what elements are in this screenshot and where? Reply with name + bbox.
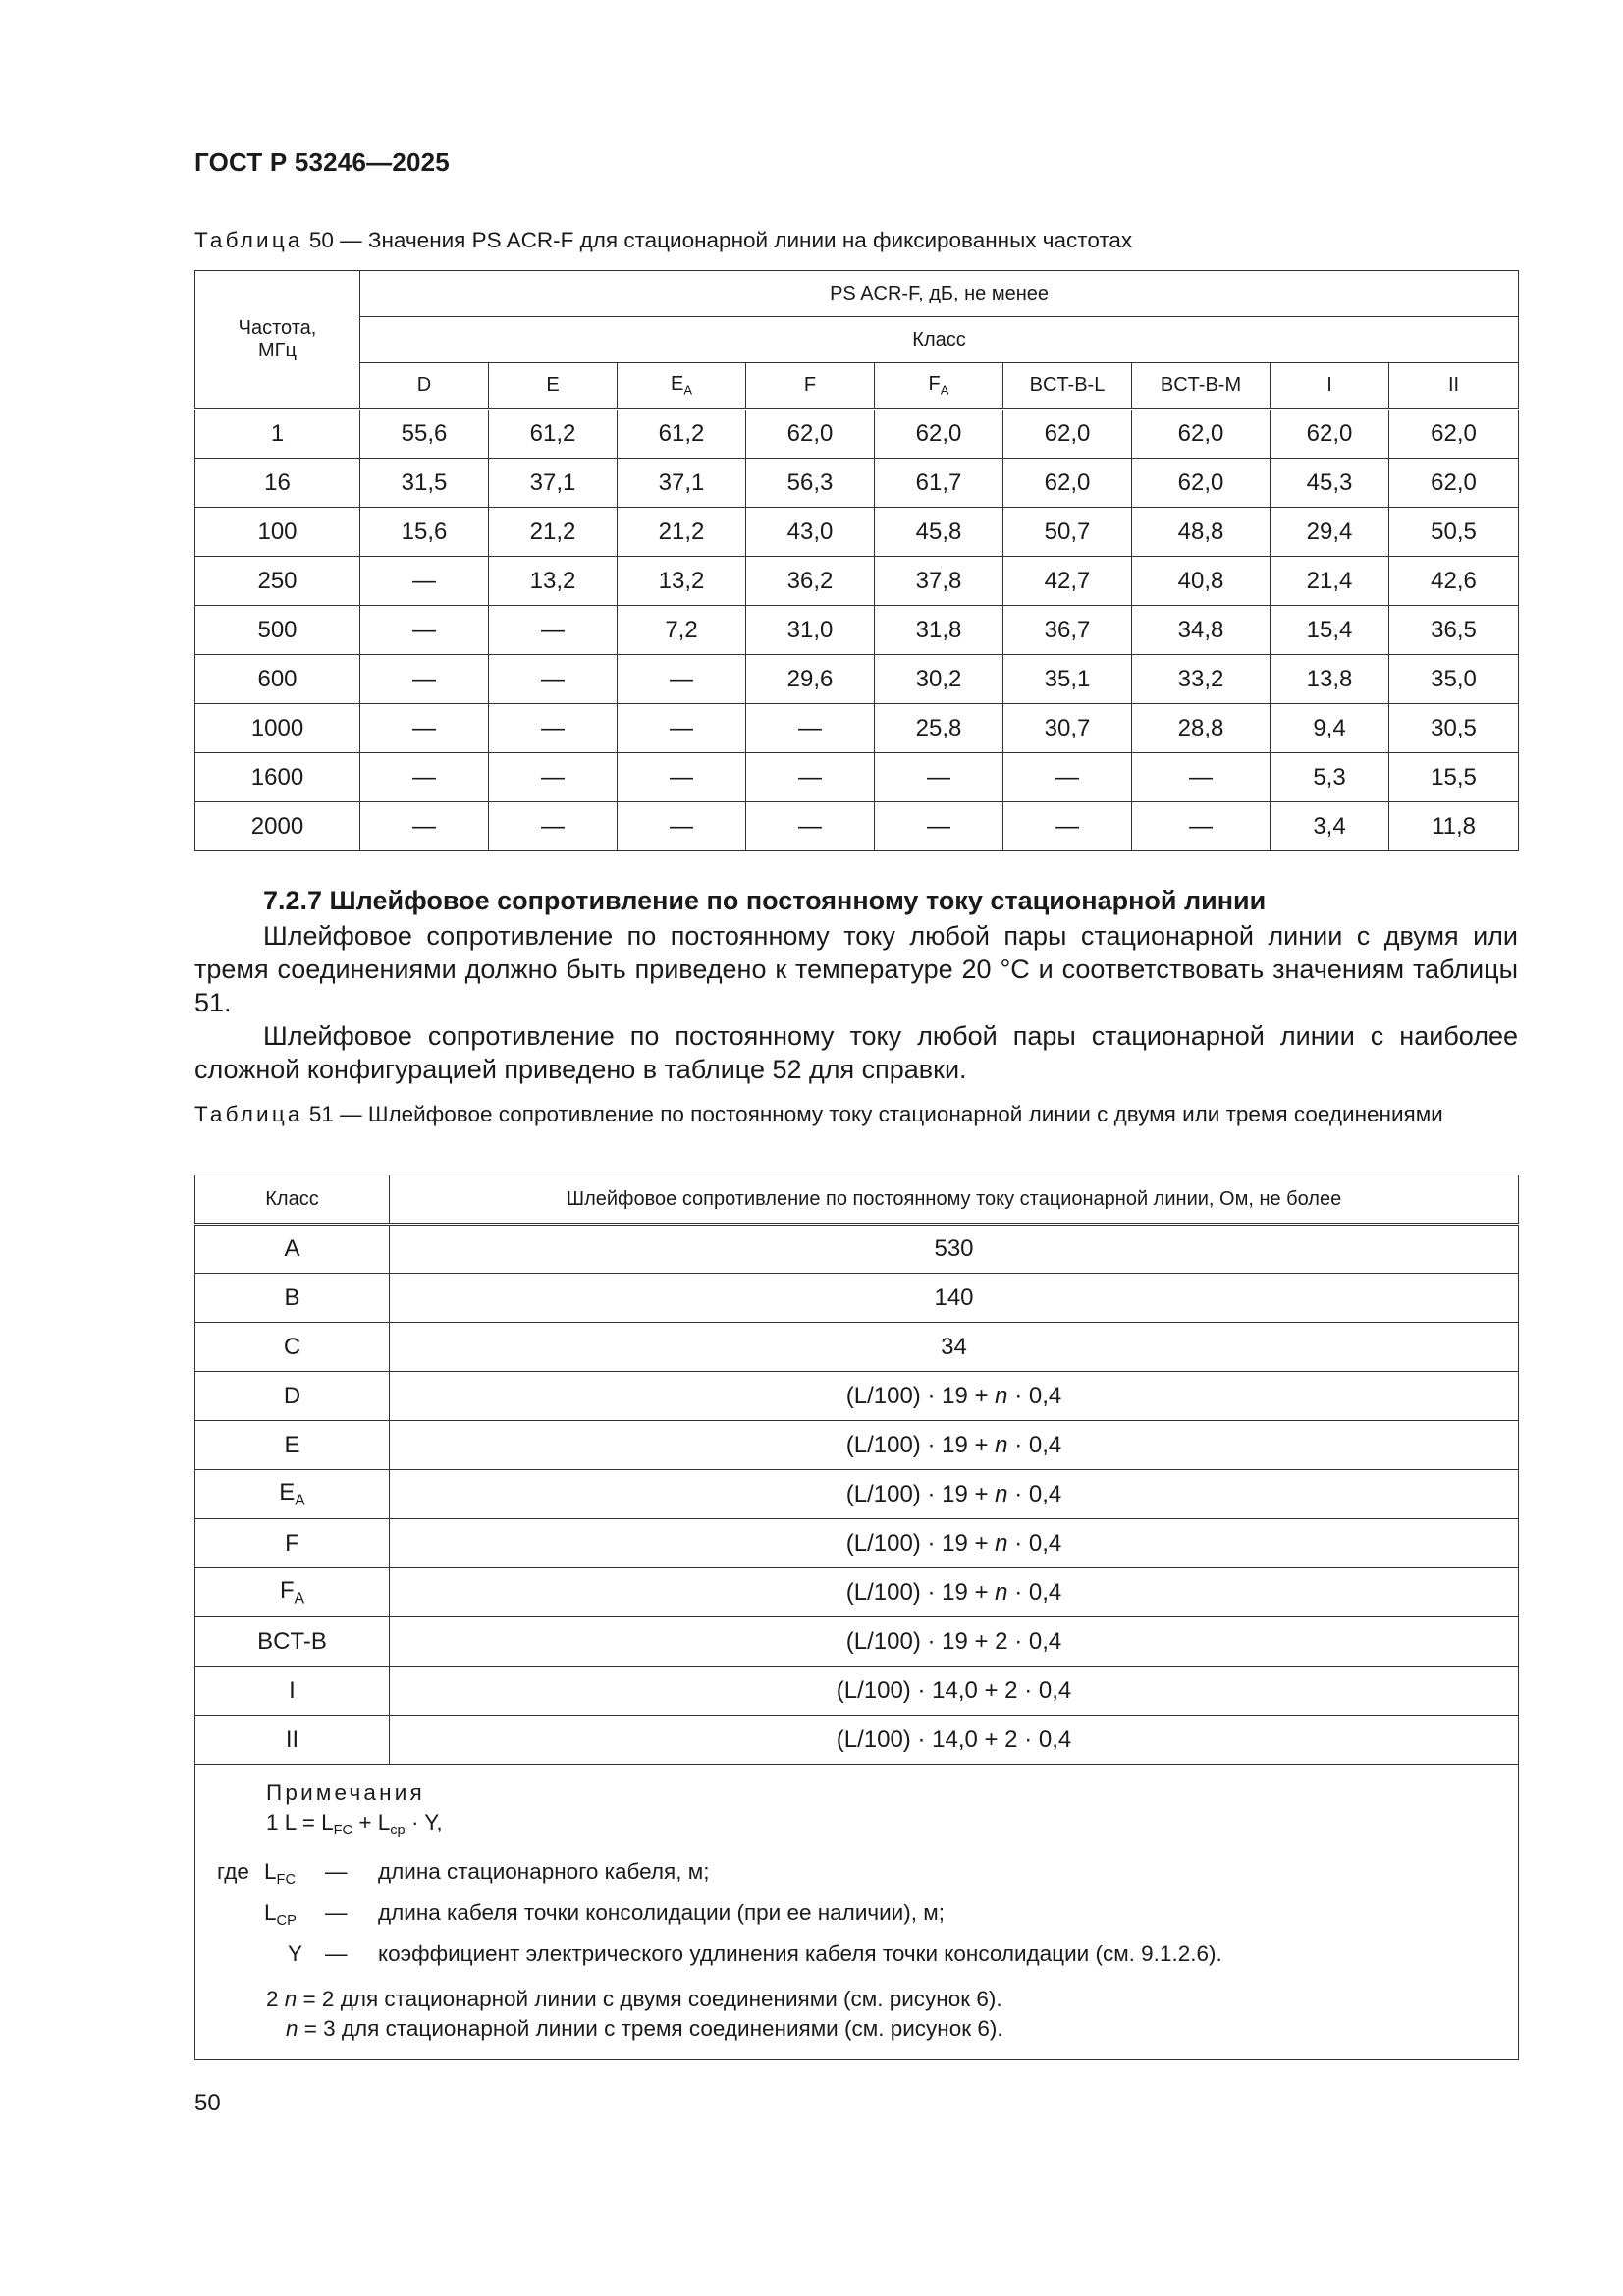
table-51-body [195,1225,1519,1765]
table-50-freq-cell: 1000 [195,704,360,753]
table-50-value-cell: 62,0 [1389,459,1519,508]
table-51-class-header: Класс [195,1175,390,1225]
table-50-value-cell: 61,7 [875,459,1003,508]
table-50-value-cell: 11,8 [1389,802,1519,851]
note-2a: 2 n = 2 для стационарной линии с двумя соединениями (см. рисунок 6). [266,1987,1002,2011]
table-50-value-cell: 43,0 [746,508,875,557]
table-50-group-header: PS ACR-F, дБ, не менее [360,271,1519,317]
table-50-value-cell: 62,0 [746,410,875,459]
table-50-freq-cell: 1 [195,410,360,459]
table-51-notes [195,1765,1519,2060]
table-50-caption-label: Таблица [194,228,303,252]
section-paragraph-2: Шлейфовое сопротивление по постоянному току любой пары стационарной линии с наиболее сложной конфигурацией приведено в таблице 52 для справки. [194,1021,1518,1084]
table-50-value-cell: — [489,655,618,704]
section-title: 7.2.7 Шлейфовое сопротивление по постоянному току стационарной линии [263,886,1267,915]
table-50-value-cell: — [360,606,489,655]
table-50-freq-cell: 16 [195,459,360,508]
table-50-value-cell: 61,2 [618,410,746,459]
table-50-class-header: Класс [360,317,1519,363]
table-row [195,655,1519,704]
table-50-value-cell: 15,5 [1389,753,1519,802]
note-def-2-symbol: $L_{CP}$ [264,1900,297,1930]
table-50-class-7: I [1271,363,1389,410]
table-50-value-cell: 62,0 [1271,410,1389,459]
table-50-value-cell: 55,6 [360,410,489,459]
table-50-value-cell: — [360,655,489,704]
note-def-1-dash: — [325,1859,348,1884]
table-50-value-cell: — [1003,753,1132,802]
table-50-value-cell: 31,5 [360,459,489,508]
table-51-class-cell: C [195,1323,390,1372]
table-50-value-cell: 36,5 [1389,606,1519,655]
table-row [195,1617,1519,1667]
table-50-value-cell: 30,7 [1003,704,1132,753]
table-50-value-cell: — [489,606,618,655]
table-51-caption-text: 51 — Шлейфовое сопротивление по постоянному току стационарной линии с двумя или тремя соединениями [308,1102,1443,1126]
table-50-freq-cell: 500 [195,606,360,655]
table-50-caption [194,226,1132,255]
notes-title: Примечания [266,1780,425,1805]
table-50-value-cell: — [618,753,746,802]
table-51-value-cell: (L/100) · 19 + n · 0,4 [390,1470,1519,1519]
table-row [195,1667,1519,1716]
table-51-caption [194,1100,1518,1129]
table-51-class-cell: D [195,1372,390,1421]
table-50-value-cell: — [360,802,489,851]
table-51-value-cell: (L/100) · 19 + n · 0,4 [390,1519,1519,1568]
table-50-body [195,410,1519,851]
table-50-value-cell: — [875,802,1003,851]
table-51-value-cell: 140 [390,1274,1519,1323]
table-50-value-cell: — [875,753,1003,802]
table-row [195,753,1519,802]
table-50-freq-cell: 600 [195,655,360,704]
table-51-class-cell: II [195,1716,390,1765]
table-50-value-cell: 35,0 [1389,655,1519,704]
table-50-value-cell: 61,2 [489,410,618,459]
table-50-value-cell: — [618,655,746,704]
table-row [195,1568,1519,1617]
table-50-value-cell: 37,1 [618,459,746,508]
table-50-value-cell: — [746,704,875,753]
table-50-value-cell: 45,8 [875,508,1003,557]
table-50-value-cell: 33,2 [1132,655,1271,704]
document-header: ГОСТ Р 53246—2025 [194,147,450,177]
table-row [195,1323,1519,1372]
table-50-freq-cell: 100 [195,508,360,557]
table-50-value-cell: 34,8 [1132,606,1271,655]
table-51-caption-label: Таблица [194,1102,303,1126]
table-row [195,1421,1519,1470]
table-50-value-cell: 13,8 [1271,655,1389,704]
table-row [195,1716,1519,1765]
table-50-class-5: BCT-B-L [1003,363,1132,410]
table-50-value-cell: 31,8 [875,606,1003,655]
table-row [195,1225,1519,1274]
table-50-value-cell: 37,8 [875,557,1003,606]
table-50-freq-header: Частота, МГц [195,271,360,410]
table-50-value-cell: 42,7 [1003,557,1132,606]
table-50-value-cell: 9,4 [1271,704,1389,753]
table-50-class-8: II [1389,363,1519,410]
table-51-class-cell: F [195,1519,390,1568]
table-51-class-cell: A [195,1225,390,1274]
table-51-value-cell: (L/100) · 14,0 + 2 · 0,4 [390,1716,1519,1765]
table-50-value-cell: 62,0 [1003,459,1132,508]
table-50-value-cell: 36,2 [746,557,875,606]
note-def-3-text: коэффициент электрического удлинения кабеля точки консолидации (см. 9.1.2.6). [378,1941,1222,1966]
table-row [195,410,1519,459]
table-51-class-cell: B [195,1274,390,1323]
table-51-value-header: Шлейфовое сопротивление по постоянному току стационарной линии, Ом, не более [390,1175,1519,1225]
note-def-3-symbol: Y [288,1941,303,1966]
table-50-value-cell: — [489,802,618,851]
table-50-value-cell: — [360,557,489,606]
table-50-value-cell: 40,8 [1132,557,1271,606]
note-1: 1 $L = L_{FC} + L_{cp} \cdot Y$, [266,1810,443,1839]
table-50-value-cell: 21,2 [618,508,746,557]
table-row [195,1274,1519,1323]
table-row [195,557,1519,606]
table-50-value-cell: 36,7 [1003,606,1132,655]
table-50-value-cell: — [1132,802,1271,851]
table-50-value-cell: 25,8 [875,704,1003,753]
table-50-value-cell: 30,5 [1389,704,1519,753]
table-50-caption-text: 50 — Значения PS ACR-F для стационарной линии на фиксированных частотах [308,228,1133,252]
table-50-value-cell: — [746,753,875,802]
table-51-value-cell: (L/100) · 19 + n · 0,4 [390,1568,1519,1617]
table-50-value-cell: 45,3 [1271,459,1389,508]
table-row [195,704,1519,753]
table-50-value-cell: 56,3 [746,459,875,508]
page-number: 50 [194,2090,221,2116]
section-paragraph-1: Шлейфовое сопротивление по постоянному току любой пары стационарной линии с двумя или тремя соединениями должно быть приведено к температуре 20 °С и соответствовать значениям таблицы 51. [194,921,1518,1017]
table-51-value-cell: (L/100) · 19 + n · 0,4 [390,1372,1519,1421]
table-row [195,606,1519,655]
note-def-1-symbol: $L_{FC}$ [264,1859,296,1888]
table-row [195,802,1519,851]
table-row [195,1470,1519,1519]
table-50-class-4: $F_A$ [875,363,1003,410]
table-50-value-cell: — [489,704,618,753]
table-50-value-cell: 62,0 [1132,410,1271,459]
table-50-value-cell: 50,5 [1389,508,1519,557]
table-51-class-cell: $F_A$ [195,1568,390,1617]
table-row [195,1372,1519,1421]
table-row [195,1519,1519,1568]
table-50-value-cell: — [1003,802,1132,851]
table-50-value-cell: 62,0 [875,410,1003,459]
table-50-value-cell: — [618,704,746,753]
table-row [195,459,1519,508]
table-50-value-cell: — [360,753,489,802]
table-50-value-cell: — [1132,753,1271,802]
table-50-value-cell: 35,1 [1003,655,1132,704]
table-50-value-cell: — [746,802,875,851]
note-2b: n = 3 для стационарной линии с тремя соединениями (см. рисунок 6). [286,2016,1003,2041]
table-50-value-cell: 42,6 [1389,557,1519,606]
table-50-value-cell: 31,0 [746,606,875,655]
table-51 [194,1175,1519,2060]
table-50-class-6: BCT-B-M [1132,363,1271,410]
table-50-value-cell: 15,6 [360,508,489,557]
table-50-freq-cell: 1600 [195,753,360,802]
table-50-value-cell: 29,4 [1271,508,1389,557]
note-where: где [217,1859,249,1884]
table-50-value-cell: 50,7 [1003,508,1132,557]
table-50-value-cell: 28,8 [1132,704,1271,753]
table-50-value-cell: 21,2 [489,508,618,557]
table-50-class-row [195,363,1519,410]
table-50-value-cell: 62,0 [1389,410,1519,459]
table-51-class-cell: E [195,1421,390,1470]
table-50-freq-cell: 250 [195,557,360,606]
table-50 [194,270,1519,851]
table-50-value-cell: 62,0 [1132,459,1271,508]
table-50-value-cell: — [489,753,618,802]
table-51-class-cell: BCT-B [195,1617,390,1667]
table-50-value-cell: 37,1 [489,459,618,508]
table-50-value-cell: 29,6 [746,655,875,704]
table-50-value-cell: 48,8 [1132,508,1271,557]
table-51-value-cell: (L/100) · 19 + n · 0,4 [390,1421,1519,1470]
table-50-class-3: F [746,363,875,410]
table-50-value-cell: 62,0 [1003,410,1132,459]
table-50-value-cell: — [618,802,746,851]
table-50-value-cell: 13,2 [618,557,746,606]
table-51-value-cell: (L/100) · 19 + 2 · 0,4 [390,1617,1519,1667]
table-50-value-cell: 15,4 [1271,606,1389,655]
table-50-freq-cell: 2000 [195,802,360,851]
table-50-class-2: $E_A$ [618,363,746,410]
table-50-value-cell: 30,2 [875,655,1003,704]
table-50-value-cell: 5,3 [1271,753,1389,802]
note-def-3-dash: — [325,1941,348,1966]
table-51-value-cell: (L/100) · 14,0 + 2 · 0,4 [390,1667,1519,1716]
table-50-value-cell: 3,4 [1271,802,1389,851]
table-51-class-cell: $E_A$ [195,1470,390,1519]
table-51-value-cell: 34 [390,1323,1519,1372]
table-50-value-cell: 7,2 [618,606,746,655]
table-50-value-cell: 21,4 [1271,557,1389,606]
table-50-value-cell: — [360,704,489,753]
table-51-value-cell: 530 [390,1225,1519,1274]
table-row [195,508,1519,557]
table-50-value-cell: 13,2 [489,557,618,606]
note-def-1-text: длина стационарного кабеля, м; [378,1859,710,1884]
note-def-2-dash: — [325,1900,348,1925]
table-51-class-cell: I [195,1667,390,1716]
table-50-class-1: E [489,363,618,410]
note-def-2-text: длина кабеля точки консолидации (при ее наличии), м; [378,1900,945,1925]
table-50-class-0: D [360,363,489,410]
